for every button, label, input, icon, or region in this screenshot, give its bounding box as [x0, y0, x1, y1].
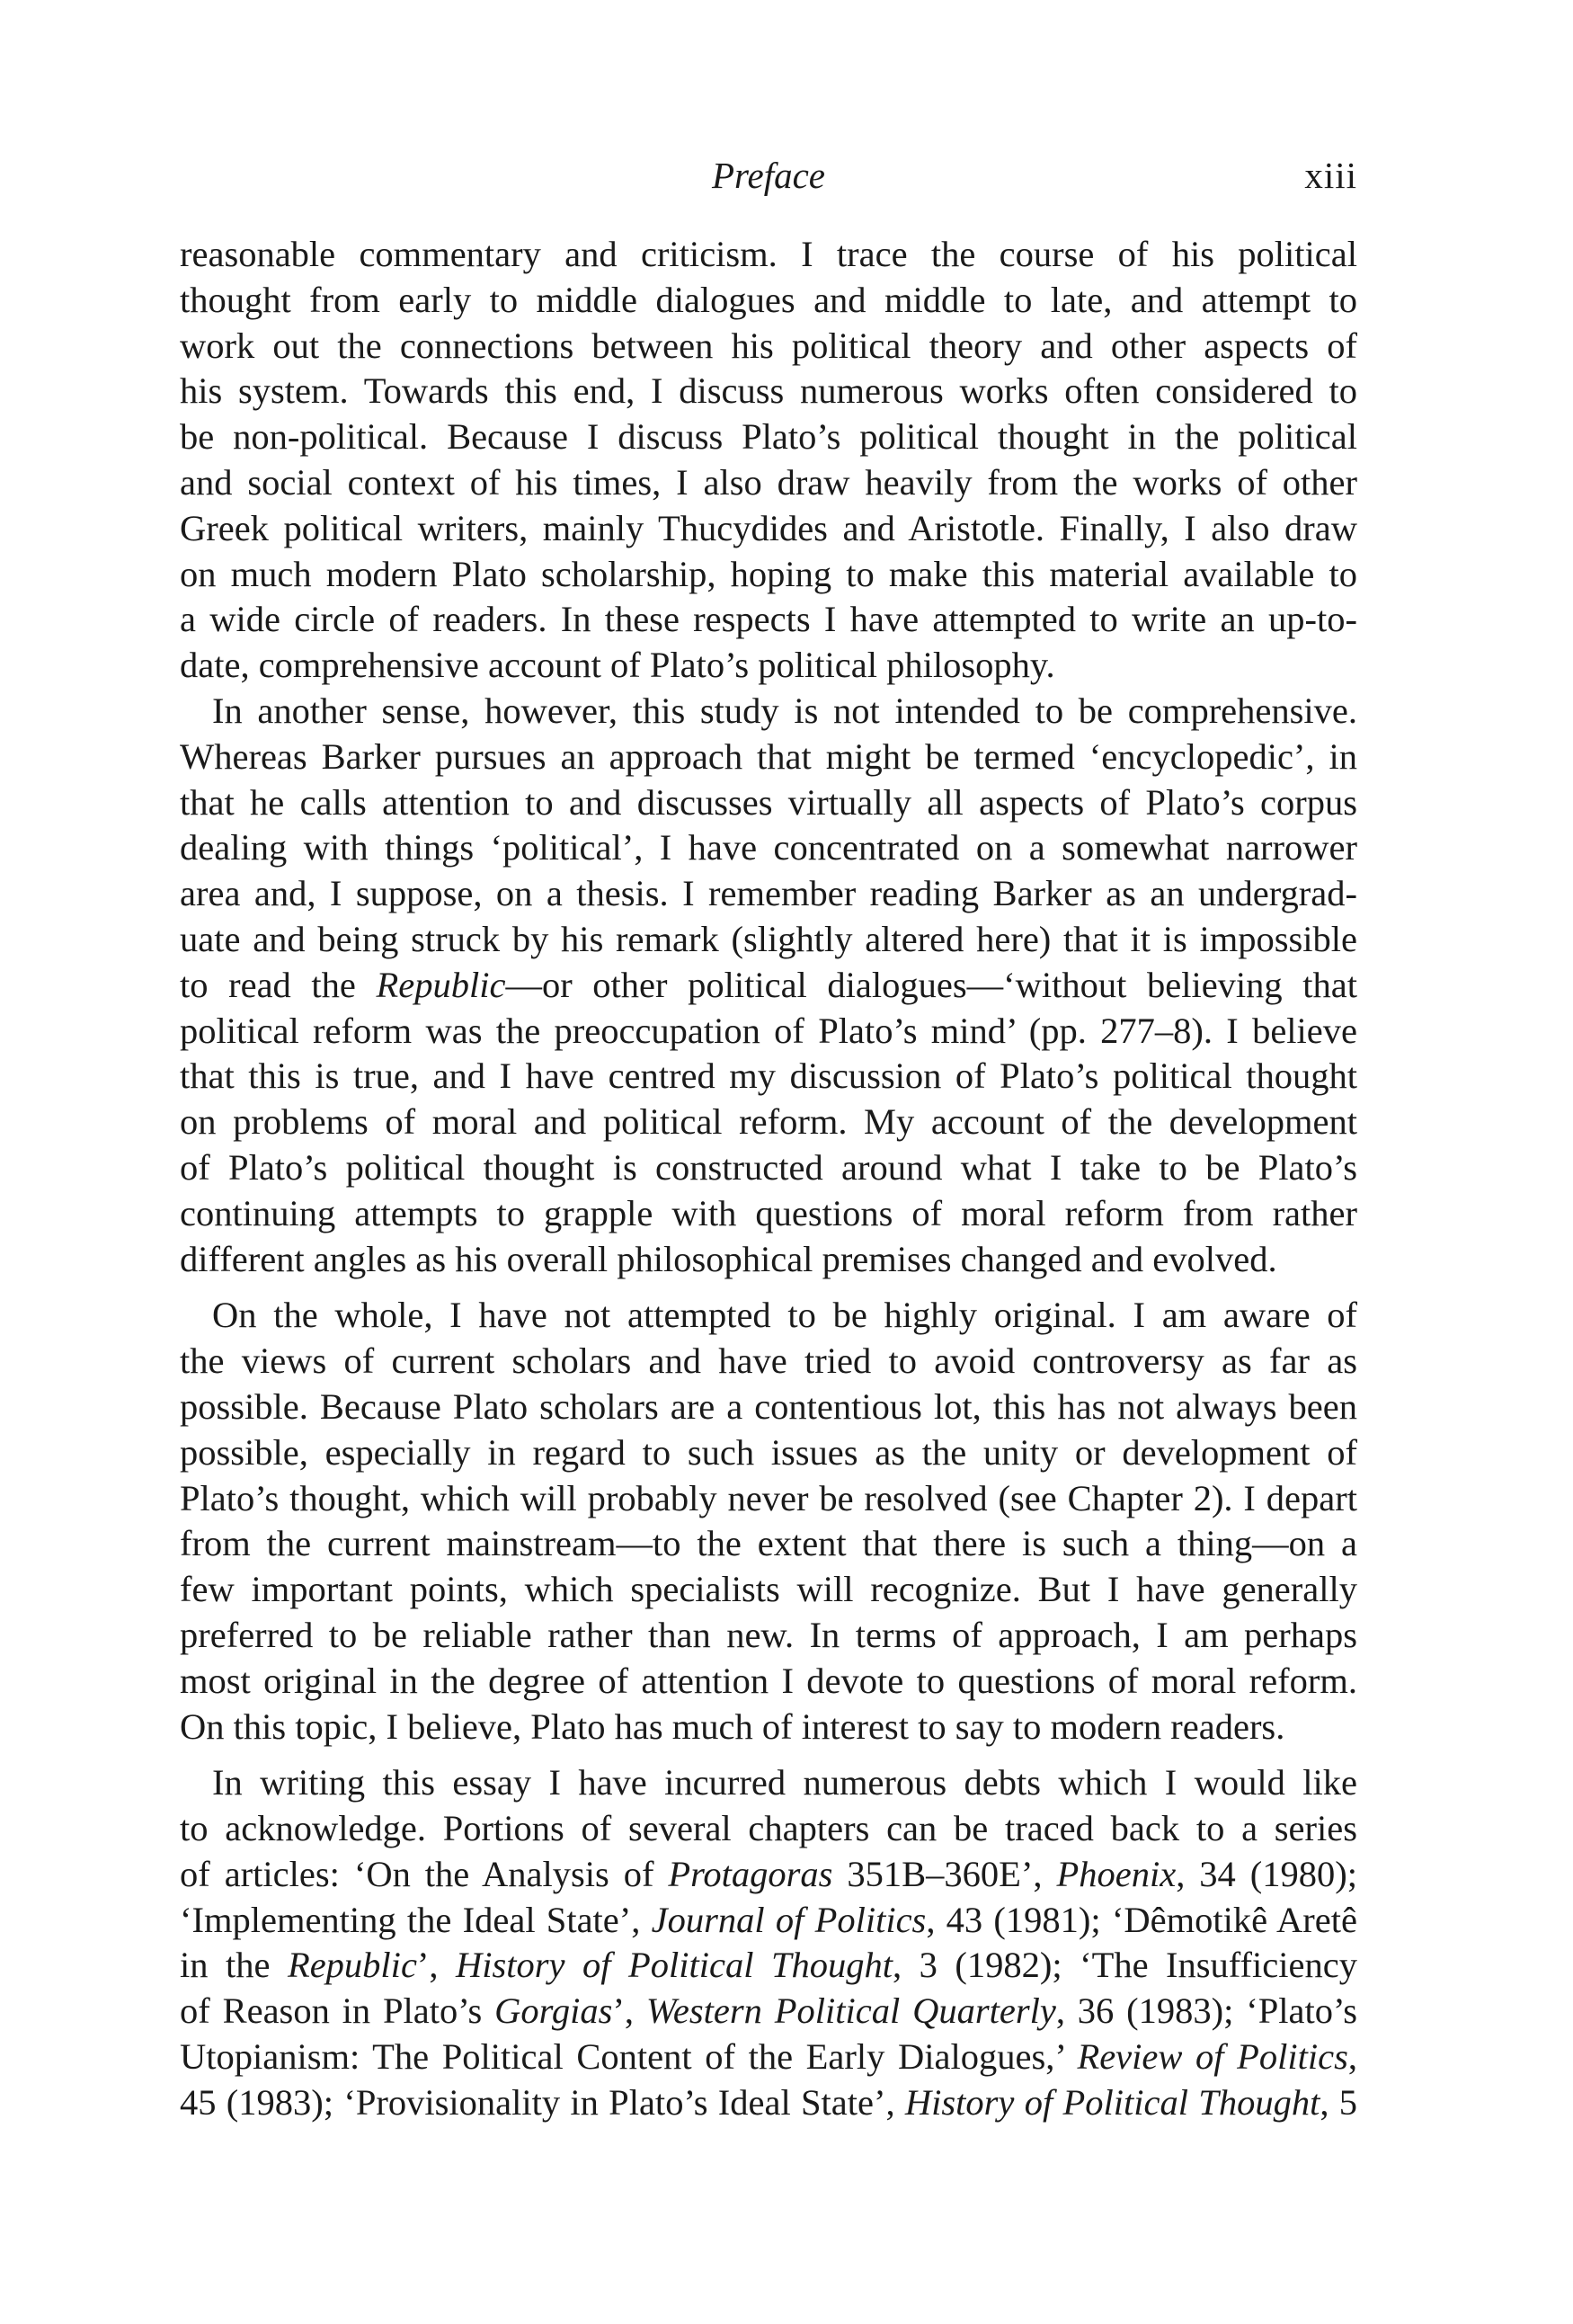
text-line: continuing attempts to grapple with questions of moral reform from rather — [180, 1192, 1357, 1233]
text-line: from the current mainstream—to the extent that there is such a thing—on a — [180, 1523, 1357, 1564]
text-line: ‘Implementing the Ideal State’, Journal of Politics, 43 (1981); ‘Dêmotikê Aretê — [180, 1899, 1358, 1940]
text-line: the views of current scholars and have tried to avoid controversy as far as — [180, 1340, 1357, 1382]
paragraph-4 — [180, 1760, 1357, 2125]
text-line: to read the Republic—or other political dialogues—‘without believing that — [180, 964, 1358, 1005]
text-line: different angles as his overall philosophical premises changed and evolved. — [180, 1238, 1277, 1279]
text-line: reasonable commentary and criticism. I trace the course of his political — [180, 234, 1357, 274]
text-line: of Plato’s political thought is constructed around what I take to be Plato’s — [180, 1146, 1357, 1188]
text-line: dealing with things ‘political’, I have concentrated on a somewhat narrower — [180, 827, 1357, 868]
text-line: and social context of his times, I also draw heavily from the works of other — [180, 461, 1357, 503]
text-line: Greek political writers, mainly Thucydides and Aristotle. Finally, I also draw — [180, 507, 1357, 548]
text-line: his system. Towards this end, I discuss numerous works often considered to — [180, 370, 1357, 412]
body-text — [180, 232, 1357, 2126]
paragraph-3 — [180, 1293, 1357, 1750]
text-line: On the whole, I have not attempted to be highly original. I am aware of — [212, 1295, 1357, 1336]
text-line: In writing this essay I have incurred numerous debts which I would like — [212, 1762, 1357, 1803]
paragraph-2 — [180, 689, 1357, 1282]
text-line: most original in the degree of attention I devote to questions of moral reform. — [180, 1660, 1357, 1701]
text-line: few important points, which specialists will recognize. But I have generally — [180, 1569, 1357, 1610]
text-line: be non-political. Because I discuss Plato’s political thought in the political — [180, 416, 1357, 458]
running-head — [180, 148, 1357, 202]
text-line: to acknowledge. Portions of several chapters can be traced back to a series — [180, 1808, 1357, 1849]
text-line: area and, I suppose, on a thesis. I remember reading Barker as an undergrad- — [180, 873, 1357, 914]
text-line: In another sense, however, this study is not intended to be comprehensive. — [212, 690, 1357, 731]
paragraph-1 — [180, 232, 1357, 689]
text-line: that he calls attention to and discusses virtually all aspects of Plato’s corpus — [180, 781, 1357, 823]
text-line: Plato’s thought, which will probably never be resolved (see Chapter 2). I depart — [180, 1477, 1357, 1518]
text-line: date, comprehensive account of Plato’s political philosophy. — [180, 645, 1055, 686]
text-line: of articles: ‘On the Analysis of Protagoras 351B–360E’, Phoenix, 34 (1980); — [180, 1853, 1357, 1894]
text-line: on much modern Plato scholarship, hoping to make this material available to — [180, 553, 1357, 594]
text-line: that this is true, and I have centred my discussion of Plato’s political thought — [180, 1055, 1357, 1097]
text-line: a wide circle of readers. In these respects I have attempted to write an up-to- — [180, 599, 1357, 640]
page-number: xiii — [1304, 155, 1357, 196]
text-line: political reform was the preoccupation of Plato’s mind’ (pp. 277–8). I believe — [180, 1010, 1357, 1051]
text-line: 45 (1983); ‘Provisionality in Plato’s Ideal State’, History of Political Thought, 5 — [180, 2081, 1358, 2123]
text-line: possible, especially in regard to such issues as the unity or development of — [180, 1431, 1357, 1473]
text-line: in the Republic’, History of Political Thought, 3 (1982); ‘The Insufficiency — [180, 1945, 1357, 1986]
text-line: Utopianism: The Political Content of the Early Dialogues,’ Review of Politics, — [180, 2036, 1357, 2078]
running-title: Preface — [712, 155, 825, 196]
text-line: preferred to be reliable rather than new. In terms of approach, I am perhaps — [180, 1614, 1357, 1655]
text-line: of Reason in Plato’s Gorgias’, Western Political Quarterly, 36 (1983); ‘Plato’s — [180, 1990, 1357, 2032]
text-line: on problems of moral and political reform. My account of the development — [180, 1101, 1357, 1143]
text-line: possible. Because Plato scholars are a contentious lot, this has not always been — [180, 1385, 1357, 1427]
text-line: On this topic, I believe, Plato has much of interest to say to modern readers. — [180, 1705, 1285, 1747]
text-line: work out the connections between his political theory and other aspects of — [180, 325, 1357, 366]
text-line: uate and being struck by his remark (slightly altered here) that it is impossible — [180, 918, 1357, 959]
text-line: thought from early to middle dialogues and middle to late, and attempt to — [180, 279, 1357, 320]
text-line: Whereas Barker pursues an approach that might be termed ‘encyclopedic’, in — [180, 735, 1357, 777]
